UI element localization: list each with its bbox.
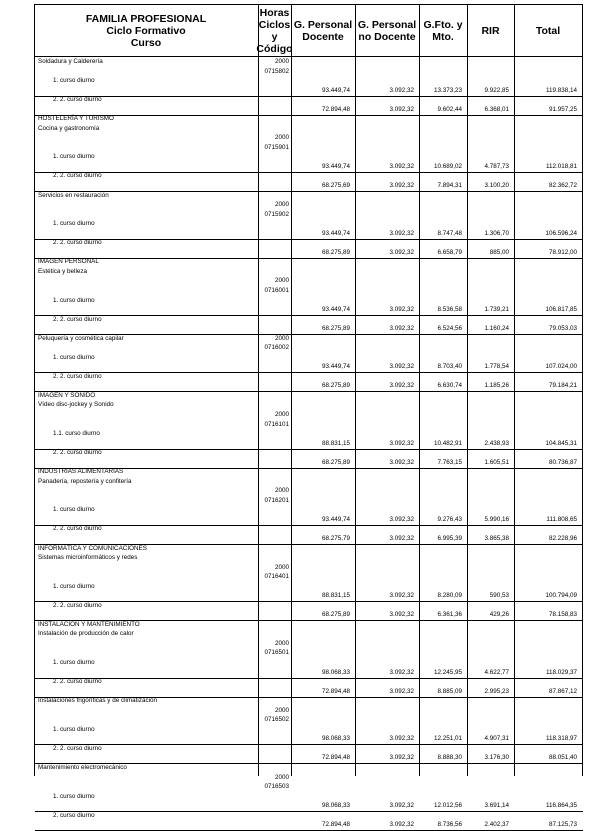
value-personal-docente: 93.449,74 <box>321 515 350 523</box>
value-rir: 1.306,70 <box>484 229 509 237</box>
cycle-code: 0715802 <box>264 67 289 75</box>
value-rir: 4.907,31 <box>484 735 509 743</box>
value-total: 87.867,12 <box>548 687 577 695</box>
value-personal-docente: 68.275,89 <box>321 325 350 333</box>
course-label: 1. curso diurno <box>53 506 95 514</box>
value-personal-no-docente: 3.092,32 <box>389 306 414 314</box>
course-label: 1. curso diurno <box>53 725 95 733</box>
value-rir: 4.622,77 <box>484 668 509 676</box>
cycle-label: Soldadura y Calderería <box>38 58 103 65</box>
cycle-code: 0716401 <box>264 573 289 581</box>
value-fto-mto: 6.361,36 <box>437 611 462 619</box>
course-label: 1. curso diurno <box>53 792 95 800</box>
cycle-hours: 2000 <box>274 706 289 714</box>
cycle-hours: 2000 <box>274 773 289 781</box>
value-personal-docente: 88.831,15 <box>321 439 350 447</box>
course-label: 2. 2. curso diurno <box>53 744 102 752</box>
value-rir: 429,26 <box>489 611 509 619</box>
value-total: 87.125,73 <box>548 821 577 829</box>
cycle-hours: 2000 <box>274 201 289 209</box>
cycle-hours: 2000 <box>274 563 289 571</box>
cycle-hours: 2000 <box>274 487 289 495</box>
header-personal-docente: G. Personal Docente <box>293 18 353 43</box>
value-personal-docente: 68.275,69 <box>321 182 350 190</box>
value-rir: 590,53 <box>489 592 509 600</box>
value-personal-docente: 98.068,33 <box>321 668 350 676</box>
cycle-code: 0715902 <box>264 210 289 218</box>
value-fto-mto: 8.703,40 <box>437 363 462 371</box>
course-label: 2. 2. curso diurno <box>53 315 102 323</box>
course-label: 1. curso diurno <box>53 220 95 228</box>
value-total: 106.817,85 <box>545 306 577 314</box>
value-rir: 5.990,16 <box>484 515 509 523</box>
cycle-code: 0716101 <box>264 420 289 428</box>
course-label: 1. curso diurno <box>53 77 95 85</box>
value-fto-mto: 10.689,02 <box>433 162 462 170</box>
course-label: 2. curso diurno <box>53 811 95 819</box>
cycle-hours: 2000 <box>274 58 289 65</box>
value-total: 78.158,83 <box>548 611 577 619</box>
value-rir: 4.787,73 <box>484 162 509 170</box>
course-label: 1. curso diurno <box>53 659 95 667</box>
value-fto-mto: 8.888,30 <box>437 754 462 762</box>
value-fto-mto: 6.630,74 <box>437 382 462 390</box>
family-label: IMAGEN Y SONIDO <box>38 391 96 399</box>
cycle-code: 0716201 <box>264 496 289 504</box>
value-personal-no-docente: 3.092,32 <box>389 229 414 237</box>
family-label: HOSTELERÍA Y TURISMO <box>38 115 114 123</box>
cycle-hours: 2000 <box>274 277 289 285</box>
value-personal-docente: 88.831,15 <box>321 592 350 600</box>
value-personal-docente: 93.449,74 <box>321 162 350 170</box>
value-personal-docente: 72.894,48 <box>321 687 350 695</box>
value-rir: 1.605,51 <box>484 458 509 466</box>
value-rir: 1.778,54 <box>484 363 509 371</box>
value-total: 82.362,72 <box>548 182 577 190</box>
header-course: FAMILIA PROFESIONAL Ciclo Formativo Curso <box>85 12 207 49</box>
family-label: INFORMÁTICA Y COMUNICACIONES <box>38 544 147 552</box>
value-fto-mto: 9.602,44 <box>437 105 462 113</box>
cycle-label: Panadería, repostería y confitería <box>38 477 132 485</box>
value-fto-mto: 6.658,79 <box>437 248 462 256</box>
value-personal-docente: 72.894,48 <box>321 105 350 113</box>
cycle-label: Peluquería y cosmética capilar <box>38 334 124 342</box>
value-personal-no-docente: 3.092,32 <box>389 535 414 542</box>
value-personal-docente: 68.275,79 <box>321 535 350 542</box>
value-total: 107.024,00 <box>545 363 577 371</box>
value-rir: 3.176,30 <box>484 754 509 762</box>
value-total: 112.018,81 <box>545 162 577 170</box>
value-rir: 3.865,38 <box>484 535 509 542</box>
value-total: 82.228,96 <box>548 535 577 542</box>
value-rir: 1.739,21 <box>484 306 509 314</box>
course-label: 2. 2. curso diurno <box>53 172 102 180</box>
header-hours: Horas Ciclos y Código <box>256 6 293 55</box>
value-fto-mto: 6.995,39 <box>437 535 462 542</box>
value-fto-mto: 8.280,09 <box>437 592 462 600</box>
value-personal-docente: 68.275,89 <box>321 458 350 466</box>
header-total: Total <box>535 24 561 37</box>
header-fto-mto: G.Fto. y Mto. <box>423 18 463 43</box>
value-total: 79.184,21 <box>548 382 577 390</box>
value-rir: 1.185,26 <box>484 382 509 390</box>
value-total: 116.864,35 <box>545 802 577 810</box>
cycle-hours: 2000 <box>274 134 289 142</box>
cycle-hours: 2000 <box>274 334 289 342</box>
course-label: 1.1. curso diurno <box>53 430 100 438</box>
value-total: 104.845,31 <box>545 439 577 447</box>
course-label: 2. 2. curso diurno <box>53 449 102 457</box>
value-personal-no-docente: 3.092,32 <box>389 458 414 466</box>
cycle-label: Instalación de producción de calor <box>38 630 134 638</box>
value-rir: 885,00 <box>489 248 509 256</box>
value-total: 118.029,37 <box>545 668 577 676</box>
course-label: 2. 2. curso diurno <box>53 96 102 104</box>
value-rir: 2.402,37 <box>484 821 509 829</box>
cycle-code: 0715901 <box>264 143 289 151</box>
value-personal-no-docente: 3.092,32 <box>389 611 414 619</box>
cycle-code: 0716002 <box>264 344 289 352</box>
value-personal-no-docente: 3.092,32 <box>389 735 414 743</box>
value-fto-mto: 12.012,56 <box>433 802 462 810</box>
course-label: 2. 2. curso diurno <box>53 239 102 247</box>
value-personal-docente: 72.894,48 <box>321 821 350 829</box>
cycle-code: 0716503 <box>264 783 289 791</box>
value-personal-no-docente: 3.092,32 <box>389 439 414 447</box>
value-personal-no-docente: 3.092,32 <box>389 687 414 695</box>
value-fto-mto: 7.894,31 <box>437 182 462 190</box>
value-personal-no-docente: 3.092,32 <box>389 248 414 256</box>
header-rir: RIR <box>481 24 500 37</box>
value-personal-docente: 68.275,89 <box>321 382 350 390</box>
value-rir: 3.100,20 <box>484 182 509 190</box>
value-personal-docente: 93.449,74 <box>321 86 350 94</box>
value-total: 78.912,00 <box>548 248 577 256</box>
cycle-hours: 2000 <box>274 410 289 418</box>
value-fto-mto: 8.885,09 <box>437 687 462 695</box>
course-label: 2. 2. curso diurno <box>53 601 102 609</box>
value-personal-no-docente: 3.092,32 <box>389 754 414 762</box>
course-label: 1. curso diurno <box>53 153 95 161</box>
value-rir: 6.368,01 <box>484 105 509 113</box>
value-personal-docente: 93.449,74 <box>321 306 350 314</box>
value-rir: 2.995,23 <box>484 687 509 695</box>
cycle-label: Mantenimiento electromecánico <box>38 763 127 771</box>
value-personal-no-docente: 3.092,32 <box>389 382 414 390</box>
value-personal-no-docente: 3.092,32 <box>389 515 414 523</box>
cycle-code: 0716501 <box>264 649 289 657</box>
cycle-code: 0716502 <box>264 716 289 724</box>
family-label: IMAGEN PERSONAL <box>38 258 99 266</box>
value-fto-mto: 8.736,56 <box>437 821 462 829</box>
value-fto-mto: 6.524,56 <box>437 325 462 333</box>
value-personal-docente: 98.068,33 <box>321 802 350 810</box>
value-personal-docente: 72.894,48 <box>321 754 350 762</box>
value-total: 106.596,24 <box>545 229 577 237</box>
value-personal-no-docente: 3.092,32 <box>389 182 414 190</box>
value-personal-no-docente: 3.092,32 <box>389 592 414 600</box>
value-personal-no-docente: 3.092,32 <box>389 325 414 333</box>
cycle-label: Vídeo disc-jockey y Sonido <box>38 401 114 409</box>
course-label: 2. 2. curso diurno <box>53 372 102 380</box>
cycle-label: Servicios en restauración <box>38 191 109 199</box>
cycle-code: 0716001 <box>264 286 289 294</box>
value-rir: 3.691,14 <box>484 802 509 810</box>
value-fto-mto: 12.245,95 <box>433 668 462 676</box>
value-personal-no-docente: 3.092,32 <box>389 105 414 113</box>
cycle-label: Estética y belleza <box>38 267 88 275</box>
cycle-label: Instalaciones frigoríficas y de climatización <box>38 697 157 705</box>
value-total: 119.838,14 <box>545 86 577 94</box>
value-fto-mto: 9.276,43 <box>437 515 462 523</box>
course-label: 1. curso diurno <box>53 582 95 590</box>
value-fto-mto: 13.373,23 <box>433 86 462 94</box>
course-label: 2. 2. curso diurno <box>53 525 102 533</box>
course-label: 1. curso diurno <box>53 296 95 304</box>
value-total: 100.794,09 <box>545 592 577 600</box>
value-fto-mto: 12.251,01 <box>433 735 462 743</box>
value-total: 91.957,25 <box>548 105 577 113</box>
value-personal-no-docente: 3.092,32 <box>389 668 414 676</box>
value-personal-no-docente: 3.092,32 <box>389 86 414 94</box>
value-personal-no-docente: 3.092,32 <box>389 802 414 810</box>
family-label: INDUSTRIAS ALIMENTARIAS <box>38 468 124 476</box>
value-personal-docente: 93.449,74 <box>321 229 350 237</box>
value-rir: 9.922,85 <box>484 86 509 94</box>
value-total: 80.736,87 <box>548 458 577 466</box>
value-total: 79.053,03 <box>548 325 577 333</box>
cycle-hours: 2000 <box>274 639 289 647</box>
value-personal-no-docente: 3.092,32 <box>389 821 414 829</box>
value-fto-mto: 10.482,91 <box>433 439 462 447</box>
value-personal-docente: 98.068,33 <box>321 735 350 743</box>
header-personal-no-docente: G. Personal no Docente <box>357 18 417 43</box>
cycle-label: Cocina y gastronomía <box>38 124 100 132</box>
value-rir: 1.160,24 <box>484 325 509 333</box>
value-fto-mto: 7.763,15 <box>437 458 462 466</box>
value-personal-no-docente: 3.092,32 <box>389 162 414 170</box>
value-rir: 2.438,93 <box>484 439 509 447</box>
value-personal-docente: 93.449,74 <box>321 363 350 371</box>
value-total: 111.808,65 <box>546 515 577 523</box>
value-personal-docente: 68.275,89 <box>321 611 350 619</box>
value-fto-mto: 8.747,48 <box>437 229 462 237</box>
family-label: INSTALACIÓN Y MANTENIMIENTO <box>38 620 140 628</box>
value-fto-mto: 8.536,58 <box>437 306 462 314</box>
course-label: 2. 2. curso diurno <box>53 678 102 686</box>
table-row-values <box>35 819 583 831</box>
value-total: 88.051,40 <box>548 754 577 762</box>
value-total: 118.318,97 <box>545 735 577 743</box>
cycle-label: Sistemas microinformáticos y redes <box>38 554 138 562</box>
value-personal-docente: 68.275,89 <box>321 248 350 256</box>
value-personal-no-docente: 3.092,32 <box>389 363 414 371</box>
course-label: 1. curso diurno <box>53 353 95 361</box>
